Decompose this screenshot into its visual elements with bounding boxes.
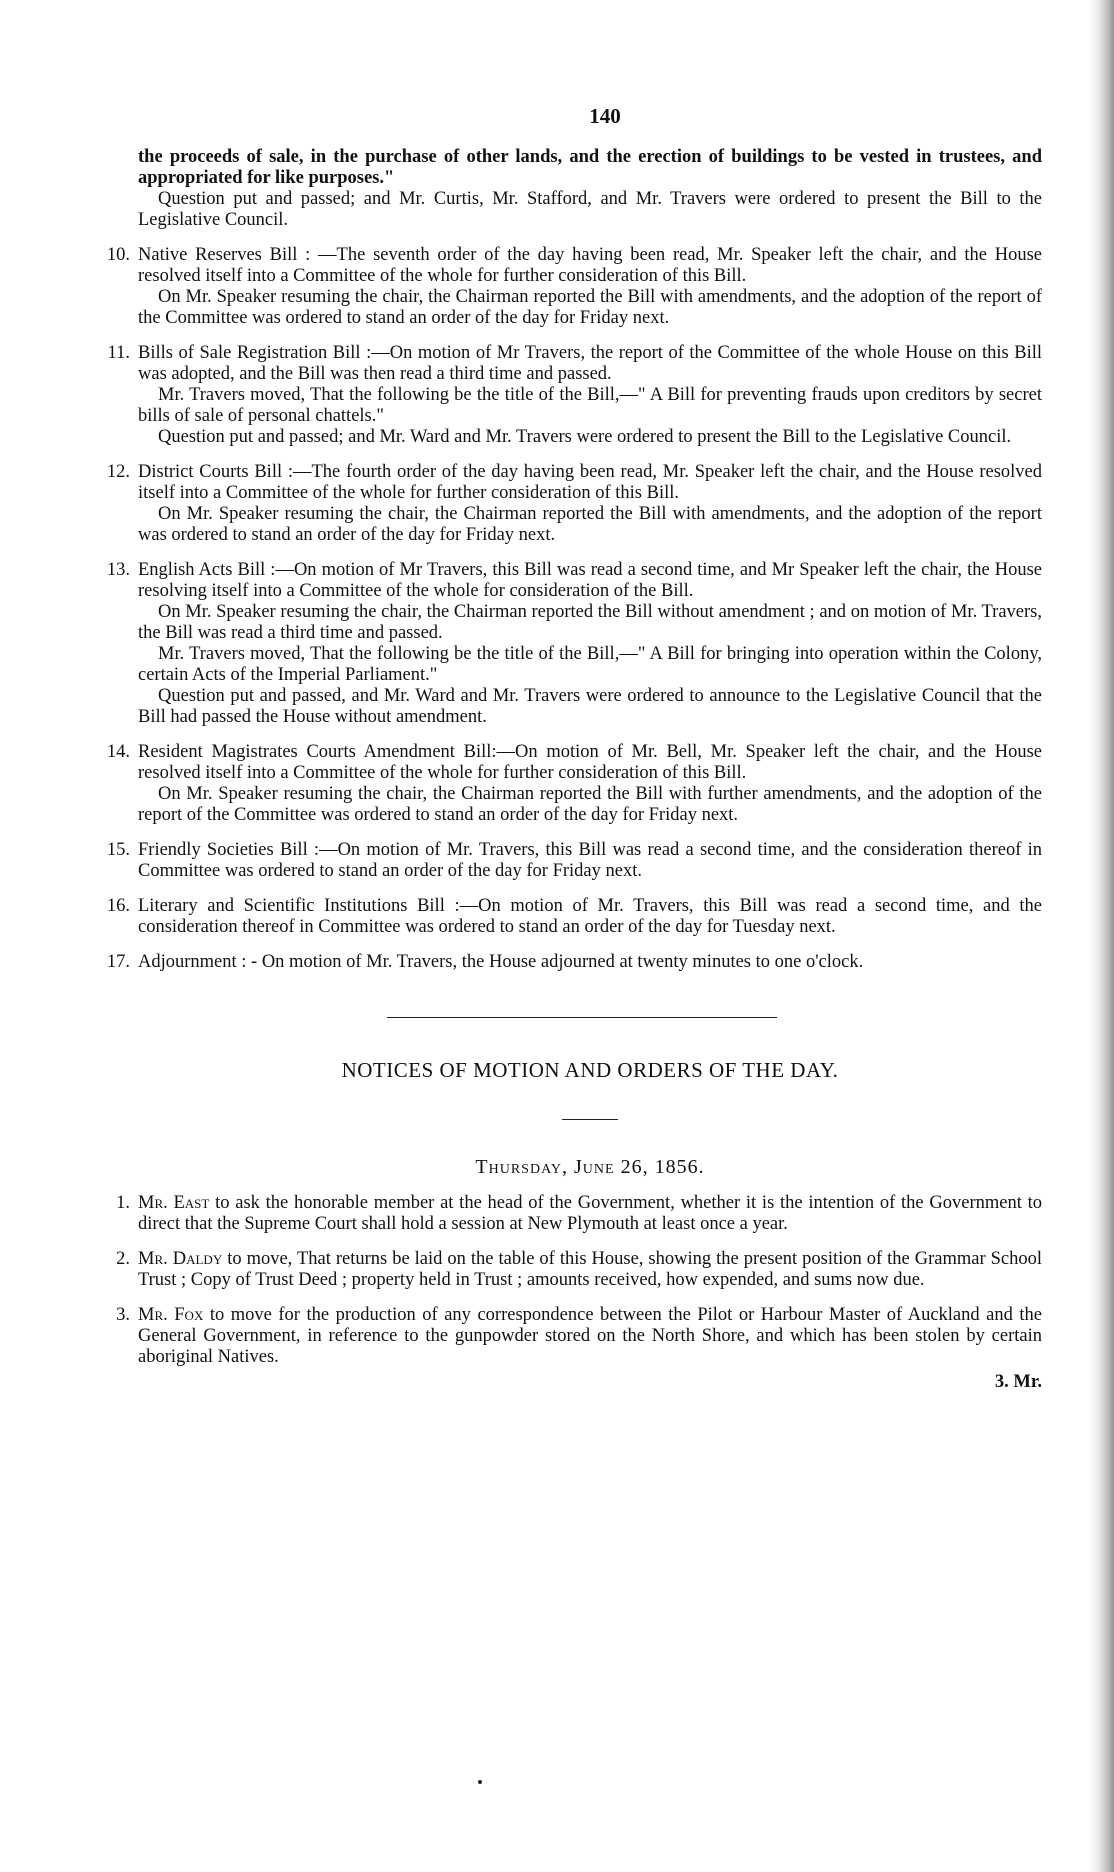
notice-item [116,1193,1042,1235]
catchword: 3. Mr. [994,1372,1042,1392]
item-number: 12. [106,462,130,482]
item-paragraph: Mr. Travers moved, That the following be the title of the Bill,—" A Bill for bringing into operation within the Colony, certain Acts of the Imperial Parliament." [138,644,1042,685]
item-paragraph: On Mr. Speaker resuming the chair, the Chairman reported the Bill with further amendments, and the adoption of the report of the Committee was ordered to stand an order of the day for Friday next. [138,784,1042,825]
proceeding-item [106,840,1042,882]
item-number: 15. [106,840,130,860]
proceeding-item [106,560,1042,728]
item-paragraph: Mr. Travers moved, That the following be the title of the Bill,—" A Bill for preventing frauds upon creditors by secret bills of sale of personal chattels." [138,385,1042,426]
proceeding-item [106,742,1042,826]
proceeding-item [106,462,1042,546]
item-number: 14. [106,742,130,762]
item-paragraph: On Mr. Speaker resuming the chair, the Chairman reported the Bill with amendments, and the adoption of the report of the Committee was ordered to stand an order of the day for Friday next. [138,287,1042,328]
item-number: 11. [107,343,130,363]
page-number: 140 [589,104,621,128]
proceeding-item [106,245,1042,329]
item-paragraph: Literary and Scientific Institutions Bill :—On motion of Mr. Travers, this Bill was read a second time, and the consideration thereof in Committee was ordered to stand an order of the day for Tuesday next. [138,896,1042,937]
notice-paragraph [138,1193,1042,1235]
notice-paragraph [138,1249,1042,1291]
notice-paragraph [138,1305,1042,1368]
notices-date: Thursday, June 26, 1856. [475,1156,705,1178]
item-paragraph: Native Reserves Bill : —The seventh order of the day having been read, Mr. Speaker left the chair, and the House resolved itself into a Committee of the whole for further consideration of this Bill. [138,245,1042,286]
intro-question-paragraph: Question put and passed; and Mr. Curtis, Mr. Stafford, and Mr. Travers were ordered to present the Bill to the Legislative Council. [138,189,1042,230]
notice-number: 1. [116,1193,130,1213]
item-paragraph: English Acts Bill :—On motion of Mr Travers, this Bill was read a second time, and Mr Speaker left the chair, the House resolving itself into a Committee of the whole for consideration of the Bill. [138,560,1042,601]
print-speck [478,1780,482,1784]
item-paragraph: Bills of Sale Registration Bill :—On motion of Mr Travers, the report of the Committee of the whole House on this Bill was adopted, and the Bill was then read a third time and passed. [138,343,1042,384]
item-paragraph: Question put and passed, and Mr. Ward and Mr. Travers were ordered to announce to the Legislative Council that the Bill had passed the House without amendment. [138,686,1042,727]
notice-text: to ask the honorable member at the head of the Government, whether it is the intention of the Government to direct that the Supreme Court shall hold a session at New Plymouth at least once a year. [138,1193,1042,1234]
notice-text: to move, That returns be laid on the table of this House, showing the present position of the Grammar School Trust ; Copy of Trust Deed ; property held in Trust ; amounts received, how expended, and sums now due. [138,1249,1042,1290]
item-paragraph: Adjournment : - On motion of Mr. Travers, the House adjourned at twenty minutes to one o'clock. [138,952,864,972]
notices-heading: NOTICES OF MOTION AND ORDERS OF THE DAY. [341,1058,839,1082]
item-number: 10. [106,245,130,265]
item-number: 17. [106,952,130,972]
notice-text: to move for the production of any correspondence between the Pilot or Harbour Master of Auckland and the General Government, in reference to the gunpowder stored on the North Shore, and which has been stolen by certain aboriginal Natives. [138,1305,1042,1367]
notice-number: 2. [116,1249,130,1269]
item-paragraph: On Mr. Speaker resuming the chair, the Chairman reported the Bill with amendments, and the adoption of the report was ordered to stand an order of the day for Friday next. [138,504,1042,545]
item-number: 13. [106,560,130,580]
member-name: Mr. Fox [138,1305,204,1325]
intro-paragraph: the proceeds of sale, in the purchase of other lands, and the erection of buildings to be vested in trustees, and appropriated for like purposes." [138,147,1042,188]
proceedings-list [106,245,1042,973]
item-paragraph: Question put and passed; and Mr. Ward and Mr. Travers were ordered to present the Bill to the Legislative Council. [158,427,1012,447]
proceeding-item [107,343,1042,448]
page-edge-shadow [1088,0,1114,1872]
notices-list [116,1193,1042,1368]
proceeding-item [106,896,1042,938]
member-name: Mr. East [138,1193,210,1213]
heading-rule [562,1119,618,1120]
proceeding-item [106,952,1042,973]
document-page [106,104,1042,1393]
notice-number: 3. [116,1305,130,1325]
section-divider [387,1017,777,1018]
item-paragraph: On Mr. Speaker resuming the chair, the Chairman reported the Bill without amendment ; and on motion of Mr. Travers, the Bill was read a third time and passed. [138,602,1042,643]
item-paragraph: Resident Magistrates Courts Amendment Bill:—On motion of Mr. Bell, Mr. Speaker left the chair, and the House resolved itself into a Committee of the whole for further consideration of this Bill. [138,742,1042,783]
notice-item [116,1249,1042,1291]
member-name: Mr. Daldy [138,1249,223,1269]
item-paragraph: District Courts Bill :—The fourth order of the day having been read, Mr. Speaker left the chair, and the House resolved itself into a Committee of the whole for further consideration of this Bill. [138,462,1042,503]
item-number: 16. [106,896,130,916]
item-paragraph: Friendly Societies Bill :—On motion of Mr. Travers, this Bill was read a second time, and the consideration thereof in Committee was ordered to stand an order of the day for Friday next. [138,840,1042,881]
notice-item [116,1305,1042,1368]
